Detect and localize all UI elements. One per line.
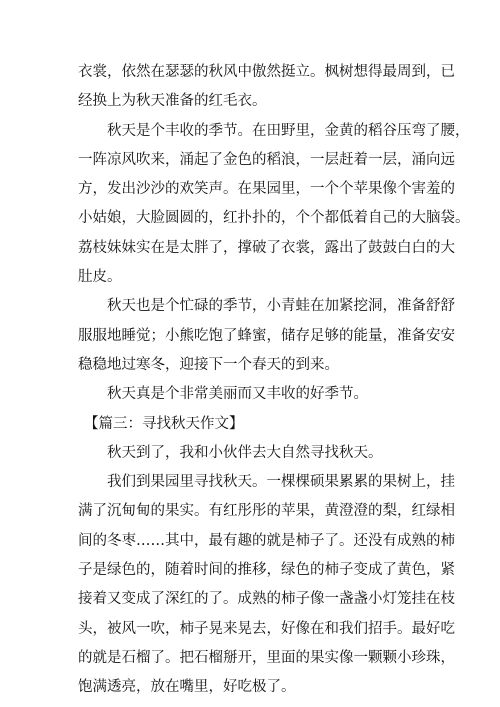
paragraph-start-line: 秋天到了，我和小伙伴去大自然寻找秋天。 — [107, 444, 383, 461]
text-line: 间的冬枣……其中，最有趣的就是柿子了。还没有成熟的柿 — [78, 532, 455, 549]
text-line: 肚皮。 — [78, 269, 122, 286]
paragraph-start-line: 我们到果园里寻找秋天。一棵棵硕果累累的果树上，挂 — [107, 474, 455, 491]
text-line: 衣裳，依然在瑟瑟的秋风中傲然挺立。枫树想得最周到，已 — [78, 64, 455, 80]
text-line: 一阵凉风吹来，涌起了金色的稻浪，一层赶着一层，涌向远 — [78, 151, 455, 168]
paragraph-start-line: 秋天也是个忙碌的季节，小青蛙在加紧挖洞，准备舒舒 — [107, 298, 455, 315]
text-line: 小姑娘，大脸圆圆的，红扑扑的，个个都低着自己的大脑袋。 — [78, 210, 470, 227]
text-line: 服服地睡觉；小熊吃饱了蜂蜜，储存足够的能量，准备安安 — [78, 327, 455, 344]
text-line: 荔枝妹妹实在是太胖了，撑破了衣裳，露出了鼓鼓白白的大 — [78, 239, 455, 256]
text-line: 饱满透亮，放在嘴里，好吃极了。 — [78, 679, 296, 696]
document-body — [78, 58, 470, 703]
paragraph-start-line: 秋天是个丰收的季节。在田野里，金黄的稻谷压弯了腰， — [107, 122, 470, 139]
text-line: 接着又变成了深红的了。成熟的柿子像一盏盏小灯笼挂在枝 — [78, 591, 455, 608]
text-line: 方，发出沙沙的欢笑声。在果园里，一个个苹果像个害羞的 — [78, 181, 455, 198]
paragraph-start-line: 秋天真是个非常美丽而又丰收的好季节。 — [107, 386, 368, 403]
text-line: 的就是石榴了。把石榴掰开，里面的果实像一颗颗小珍珠， — [78, 649, 455, 666]
text-line: 经换上为秋天准备的红毛衣。 — [78, 93, 267, 110]
text-line: 头，被风一吹，柿子晃来晃去，好像在和我们招手。最好吃 — [78, 620, 455, 637]
text-line: 稳稳地过寒冬，迎接下一个春天的到来。 — [78, 356, 339, 373]
text-line: 满了沉甸甸的果实。有红彤彤的苹果，黄澄澄的梨，红绿相 — [78, 503, 455, 520]
text-line: 子是绿色的，随着时间的推移，绿色的柿子变成了黄色，紧 — [78, 562, 455, 579]
section-heading: 【篇三：寻找秋天作文】 — [84, 415, 244, 432]
